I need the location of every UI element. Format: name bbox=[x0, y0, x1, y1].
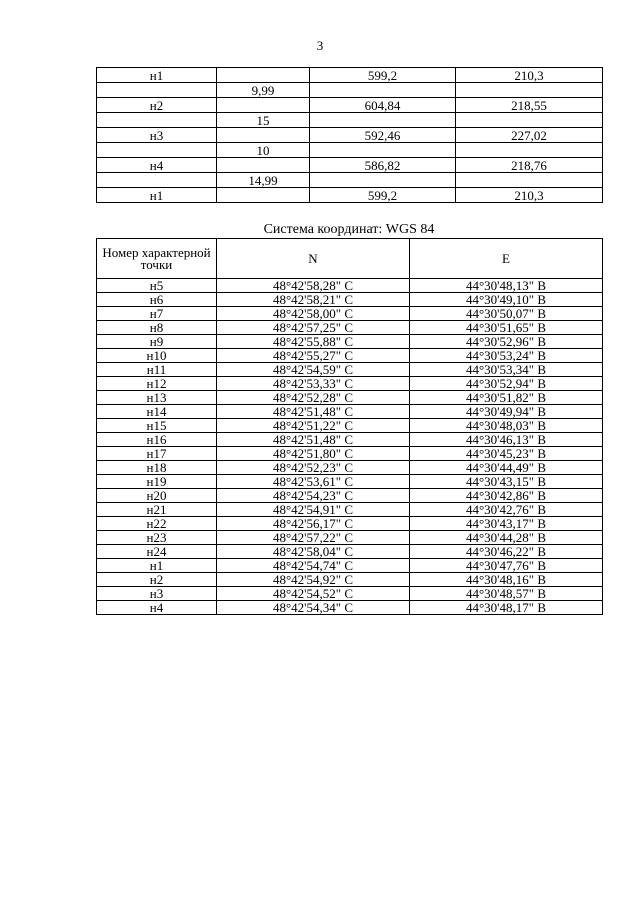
latitude-cell: 48°42'58,21" С bbox=[217, 293, 410, 307]
longitude-cell: 44°30'43,17" В bbox=[410, 517, 603, 531]
point-name-cell: н23 bbox=[97, 531, 217, 545]
table-row bbox=[97, 335, 603, 349]
empty-cell bbox=[97, 173, 217, 188]
longitude-cell: 44°30'42,76" В bbox=[410, 503, 603, 517]
y-coordinate-cell: 227,02 bbox=[456, 128, 603, 143]
table-row bbox=[97, 545, 603, 559]
point-name-cell: н1 bbox=[97, 559, 217, 573]
longitude-cell: 44°30'52,96" В bbox=[410, 335, 603, 349]
distance-cell: 14,99 bbox=[217, 173, 310, 188]
distance-row bbox=[97, 113, 603, 128]
table-row bbox=[97, 517, 603, 531]
latitude-cell: 48°42'58,04" С bbox=[217, 545, 410, 559]
distance-cell: 9,99 bbox=[217, 83, 310, 98]
point-name-cell: н14 bbox=[97, 405, 217, 419]
point-name-cell: н15 bbox=[97, 419, 217, 433]
latitude-cell: 48°42'51,48" С bbox=[217, 405, 410, 419]
empty-cell bbox=[97, 143, 217, 158]
x-coordinate-cell: 604,84 bbox=[310, 98, 456, 113]
coordinates-distance-table bbox=[96, 67, 603, 203]
latitude-cell: 48°42'57,25" С bbox=[217, 321, 410, 335]
empty-cell bbox=[310, 143, 456, 158]
latitude-cell: 48°42'52,28" С bbox=[217, 391, 410, 405]
point-name-cell: н6 bbox=[97, 293, 217, 307]
point-name-cell: н2 bbox=[97, 573, 217, 587]
longitude-cell: 44°30'51,82" В bbox=[410, 391, 603, 405]
empty-cell bbox=[310, 113, 456, 128]
longitude-cell: 44°30'45,23" В bbox=[410, 447, 603, 461]
latitude-cell: 48°42'57,22" С bbox=[217, 531, 410, 545]
table-row bbox=[97, 531, 603, 545]
table-row bbox=[97, 419, 603, 433]
table-row bbox=[97, 363, 603, 377]
point-name-cell: н10 bbox=[97, 349, 217, 363]
table-row bbox=[97, 461, 603, 475]
header-n: N bbox=[217, 239, 410, 279]
distance-row bbox=[97, 143, 603, 158]
latitude-cell: 48°42'51,22" С bbox=[217, 419, 410, 433]
point-name-cell: н16 bbox=[97, 433, 217, 447]
point-row bbox=[97, 128, 603, 143]
empty-cell bbox=[456, 83, 603, 98]
point-row bbox=[97, 158, 603, 173]
longitude-cell: 44°30'50,07" В bbox=[410, 307, 603, 321]
point-name-cell: н18 bbox=[97, 461, 217, 475]
wgs84-coordinates-table bbox=[96, 238, 603, 615]
table-row bbox=[97, 475, 603, 489]
x-coordinate-cell: 586,82 bbox=[310, 158, 456, 173]
longitude-cell: 44°30'51,65" В bbox=[410, 321, 603, 335]
latitude-cell: 48°42'54,91" С bbox=[217, 503, 410, 517]
longitude-cell: 44°30'49,10" В bbox=[410, 293, 603, 307]
latitude-cell: 48°42'54,59" С bbox=[217, 363, 410, 377]
distance-row bbox=[97, 83, 603, 98]
point-name-cell: н4 bbox=[97, 601, 217, 615]
longitude-cell: 44°30'47,76" В bbox=[410, 559, 603, 573]
point-row bbox=[97, 68, 603, 83]
latitude-cell: 48°42'54,74" С bbox=[217, 559, 410, 573]
point-row bbox=[97, 98, 603, 113]
header-e: E bbox=[410, 239, 603, 279]
point-name-cell: н11 bbox=[97, 363, 217, 377]
longitude-cell: 44°30'53,34" В bbox=[410, 363, 603, 377]
point-name-cell: н5 bbox=[97, 279, 217, 293]
latitude-cell: 48°42'58,00" С bbox=[217, 307, 410, 321]
empty-cell bbox=[217, 158, 310, 173]
longitude-cell: 44°30'43,15" В bbox=[410, 475, 603, 489]
empty-cell bbox=[97, 113, 217, 128]
x-coordinate-cell: 599,2 bbox=[310, 188, 456, 203]
table-row bbox=[97, 405, 603, 419]
y-coordinate-cell: 210,3 bbox=[456, 188, 603, 203]
longitude-cell: 44°30'44,49" В bbox=[410, 461, 603, 475]
table-row bbox=[97, 587, 603, 601]
longitude-cell: 44°30'48,03" В bbox=[410, 419, 603, 433]
latitude-cell: 48°42'54,92" С bbox=[217, 573, 410, 587]
y-coordinate-cell: 218,76 bbox=[456, 158, 603, 173]
point-name-cell: н12 bbox=[97, 377, 217, 391]
latitude-cell: 48°42'51,80" С bbox=[217, 447, 410, 461]
latitude-cell: 48°42'55,27" С bbox=[217, 349, 410, 363]
point-name-cell: н7 bbox=[97, 307, 217, 321]
latitude-cell: 48°42'54,34" С bbox=[217, 601, 410, 615]
longitude-cell: 44°30'48,57" В bbox=[410, 587, 603, 601]
x-coordinate-cell: 592,46 bbox=[310, 128, 456, 143]
point-name-cell: н1 bbox=[97, 68, 217, 83]
table-row bbox=[97, 489, 603, 503]
latitude-cell: 48°42'56,17" С bbox=[217, 517, 410, 531]
latitude-cell: 48°42'58,28" С bbox=[217, 279, 410, 293]
point-name-cell: н3 bbox=[97, 128, 217, 143]
y-coordinate-cell: 210,3 bbox=[456, 68, 603, 83]
table-row bbox=[97, 377, 603, 391]
table-row bbox=[97, 279, 603, 293]
table-row bbox=[97, 349, 603, 363]
longitude-cell: 44°30'44,28" В bbox=[410, 531, 603, 545]
latitude-cell: 48°42'53,33" С bbox=[217, 377, 410, 391]
point-name-cell: н19 bbox=[97, 475, 217, 489]
distance-cell: 15 bbox=[217, 113, 310, 128]
empty-cell bbox=[456, 173, 603, 188]
longitude-cell: 44°30'52,94" В bbox=[410, 377, 603, 391]
empty-cell bbox=[217, 68, 310, 83]
point-name-cell: н17 bbox=[97, 447, 217, 461]
empty-cell bbox=[310, 173, 456, 188]
wgs-table-body bbox=[97, 279, 603, 615]
point-name-cell: н21 bbox=[97, 503, 217, 517]
point-name-cell: н24 bbox=[97, 545, 217, 559]
empty-cell bbox=[217, 128, 310, 143]
x-coordinate-cell: 599,2 bbox=[310, 68, 456, 83]
page-number: 3 bbox=[316, 38, 324, 53]
empty-cell bbox=[217, 98, 310, 113]
latitude-cell: 48°42'53,61" С bbox=[217, 475, 410, 489]
coordinate-system-caption: Система координат: WGS 84 bbox=[263, 222, 435, 237]
y-coordinate-cell: 218,55 bbox=[456, 98, 603, 113]
longitude-cell: 44°30'48,13" В bbox=[410, 279, 603, 293]
point-row bbox=[97, 188, 603, 203]
empty-cell bbox=[456, 143, 603, 158]
table-row bbox=[97, 307, 603, 321]
latitude-cell: 48°42'54,52" С bbox=[217, 587, 410, 601]
header-point-number: Номер характерной точки bbox=[97, 239, 217, 279]
latitude-cell: 48°42'55,88" С bbox=[217, 335, 410, 349]
empty-cell bbox=[310, 83, 456, 98]
distance-table-body bbox=[97, 68, 603, 203]
point-name-cell: н8 bbox=[97, 321, 217, 335]
longitude-cell: 44°30'48,16" В bbox=[410, 573, 603, 587]
longitude-cell: 44°30'49,94" В bbox=[410, 405, 603, 419]
longitude-cell: 44°30'53,24" В bbox=[410, 349, 603, 363]
point-name-cell: н9 bbox=[97, 335, 217, 349]
point-name-cell: н3 bbox=[97, 587, 217, 601]
point-name-cell: н22 bbox=[97, 517, 217, 531]
point-name-cell: н4 bbox=[97, 158, 217, 173]
point-name-cell: н1 bbox=[97, 188, 217, 203]
longitude-cell: 44°30'48,17" В bbox=[410, 601, 603, 615]
table-row bbox=[97, 433, 603, 447]
table-row bbox=[97, 391, 603, 405]
table-row bbox=[97, 559, 603, 573]
point-name-cell: н2 bbox=[97, 98, 217, 113]
table-row bbox=[97, 601, 603, 615]
distance-cell: 10 bbox=[217, 143, 310, 158]
longitude-cell: 44°30'42,86" В bbox=[410, 489, 603, 503]
point-name-cell: н13 bbox=[97, 391, 217, 405]
latitude-cell: 48°42'52,23" С bbox=[217, 461, 410, 475]
table-row bbox=[97, 503, 603, 517]
empty-cell bbox=[97, 83, 217, 98]
table-row bbox=[97, 573, 603, 587]
point-name-cell: н20 bbox=[97, 489, 217, 503]
latitude-cell: 48°42'51,48" С bbox=[217, 433, 410, 447]
empty-cell bbox=[456, 113, 603, 128]
header-row bbox=[97, 239, 603, 279]
table-row bbox=[97, 293, 603, 307]
table-row bbox=[97, 447, 603, 461]
table-row bbox=[97, 321, 603, 335]
distance-row bbox=[97, 173, 603, 188]
empty-cell bbox=[217, 188, 310, 203]
latitude-cell: 48°42'54,23" С bbox=[217, 489, 410, 503]
longitude-cell: 44°30'46,22" В bbox=[410, 545, 603, 559]
longitude-cell: 44°30'46,13" В bbox=[410, 433, 603, 447]
